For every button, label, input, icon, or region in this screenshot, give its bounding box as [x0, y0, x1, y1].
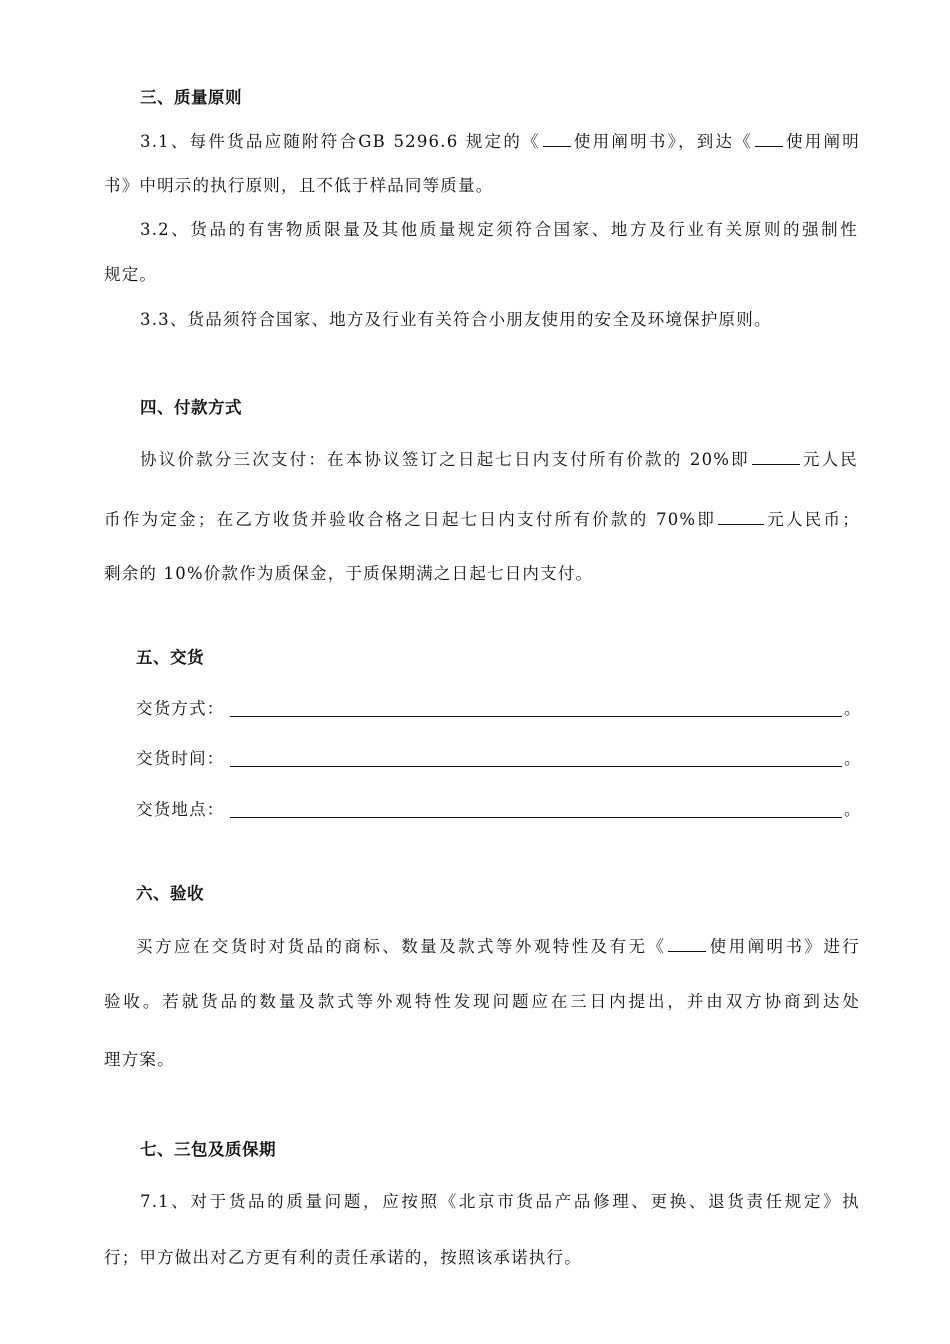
delivery-place-period: 。 — [844, 800, 861, 819]
blank-field — [668, 935, 706, 952]
payment-line-1-text-b: 元人民 — [801, 450, 859, 469]
payment-line-2 — [104, 508, 860, 530]
delivery-method-period: 。 — [844, 699, 861, 718]
paragraph-3-1-text-a: 3.1、每件货品应随附符合GB 5296.6 规定的《 — [140, 132, 541, 151]
section-3-heading: 三、质量原则 — [140, 88, 242, 107]
delivery-time-field[interactable] — [230, 766, 842, 767]
delivery-place-field[interactable] — [230, 817, 842, 818]
section-5-heading: 五、交货 — [136, 648, 204, 667]
acceptance-line-2: 验收。若就货品的数量及款式等外观特性发现问题应在三日内提出，并由双方协商到达处 — [104, 992, 860, 1011]
blank-field — [718, 508, 764, 525]
acceptance-line-1-text-a: 买方应在交货时对货品的商标、数量及款式等外观特性及有无《 — [136, 937, 667, 956]
paragraph-3-3: 3.3、货品须符合国家、地方及行业有关符合小朋友使用的安全及环境保护原则。 — [140, 310, 772, 329]
blank-field — [752, 448, 800, 465]
paragraph-3-2-line-2: 规定。 — [104, 265, 158, 284]
payment-line-1-text-a: 协议价款分三次支付：在本协议签订之日起七日内支付所有价款的 20%即 — [140, 450, 750, 469]
payment-line-1 — [140, 448, 858, 470]
paragraph-3-1-line-2: 书》中明示的执行原则，且不低于样品同等质量。 — [104, 176, 494, 195]
delivery-time-period: 。 — [844, 749, 861, 768]
payment-line-2-text-a: 币作为定金；在乙方收货并验收合格之日起七日内支付所有价款的 70%即 — [104, 510, 717, 529]
section-4-heading: 四、付款方式 — [140, 398, 242, 417]
paragraph-3-1-line-1 — [140, 130, 860, 152]
section-7-heading: 七、三包及质保期 — [140, 1140, 276, 1159]
section-6-heading: 六、验收 — [136, 884, 204, 903]
warranty-line-2: 行；甲方做出对乙方更有利的责任承诺的，按照该承诺执行。 — [104, 1248, 582, 1267]
delivery-method-field[interactable] — [230, 716, 842, 717]
delivery-time-label: 交货时间： — [136, 749, 225, 768]
delivery-place-label: 交货地点： — [136, 800, 225, 819]
warranty-line-1: 7.1、对于货品的质量问题，应按照《北京市货品产品修理、更换、退货责任规定》执 — [140, 1192, 860, 1211]
paragraph-3-1-text-b: 使用阐明书》，到达《 — [572, 132, 754, 151]
blank-field — [755, 130, 783, 147]
delivery-method-label: 交货方式： — [136, 699, 225, 718]
acceptance-line-3: 理方案。 — [104, 1050, 175, 1069]
payment-line-2-text-b: 元人民币； — [766, 510, 861, 529]
paragraph-3-2-line-1: 3.2、货品的有害物质限量及其他质量规定须符合国家、地方及行业有关原则的强制性 — [140, 220, 858, 239]
blank-field — [543, 130, 571, 147]
paragraph-3-1-text-c: 使用阐明 — [785, 132, 860, 151]
acceptance-line-1 — [136, 935, 860, 957]
acceptance-line-1-text-b: 使用阐明书》进行 — [708, 937, 860, 956]
payment-line-3: 剩余的 10%价款作为质保金，于质保期满之日起七日内支付。 — [104, 564, 594, 583]
